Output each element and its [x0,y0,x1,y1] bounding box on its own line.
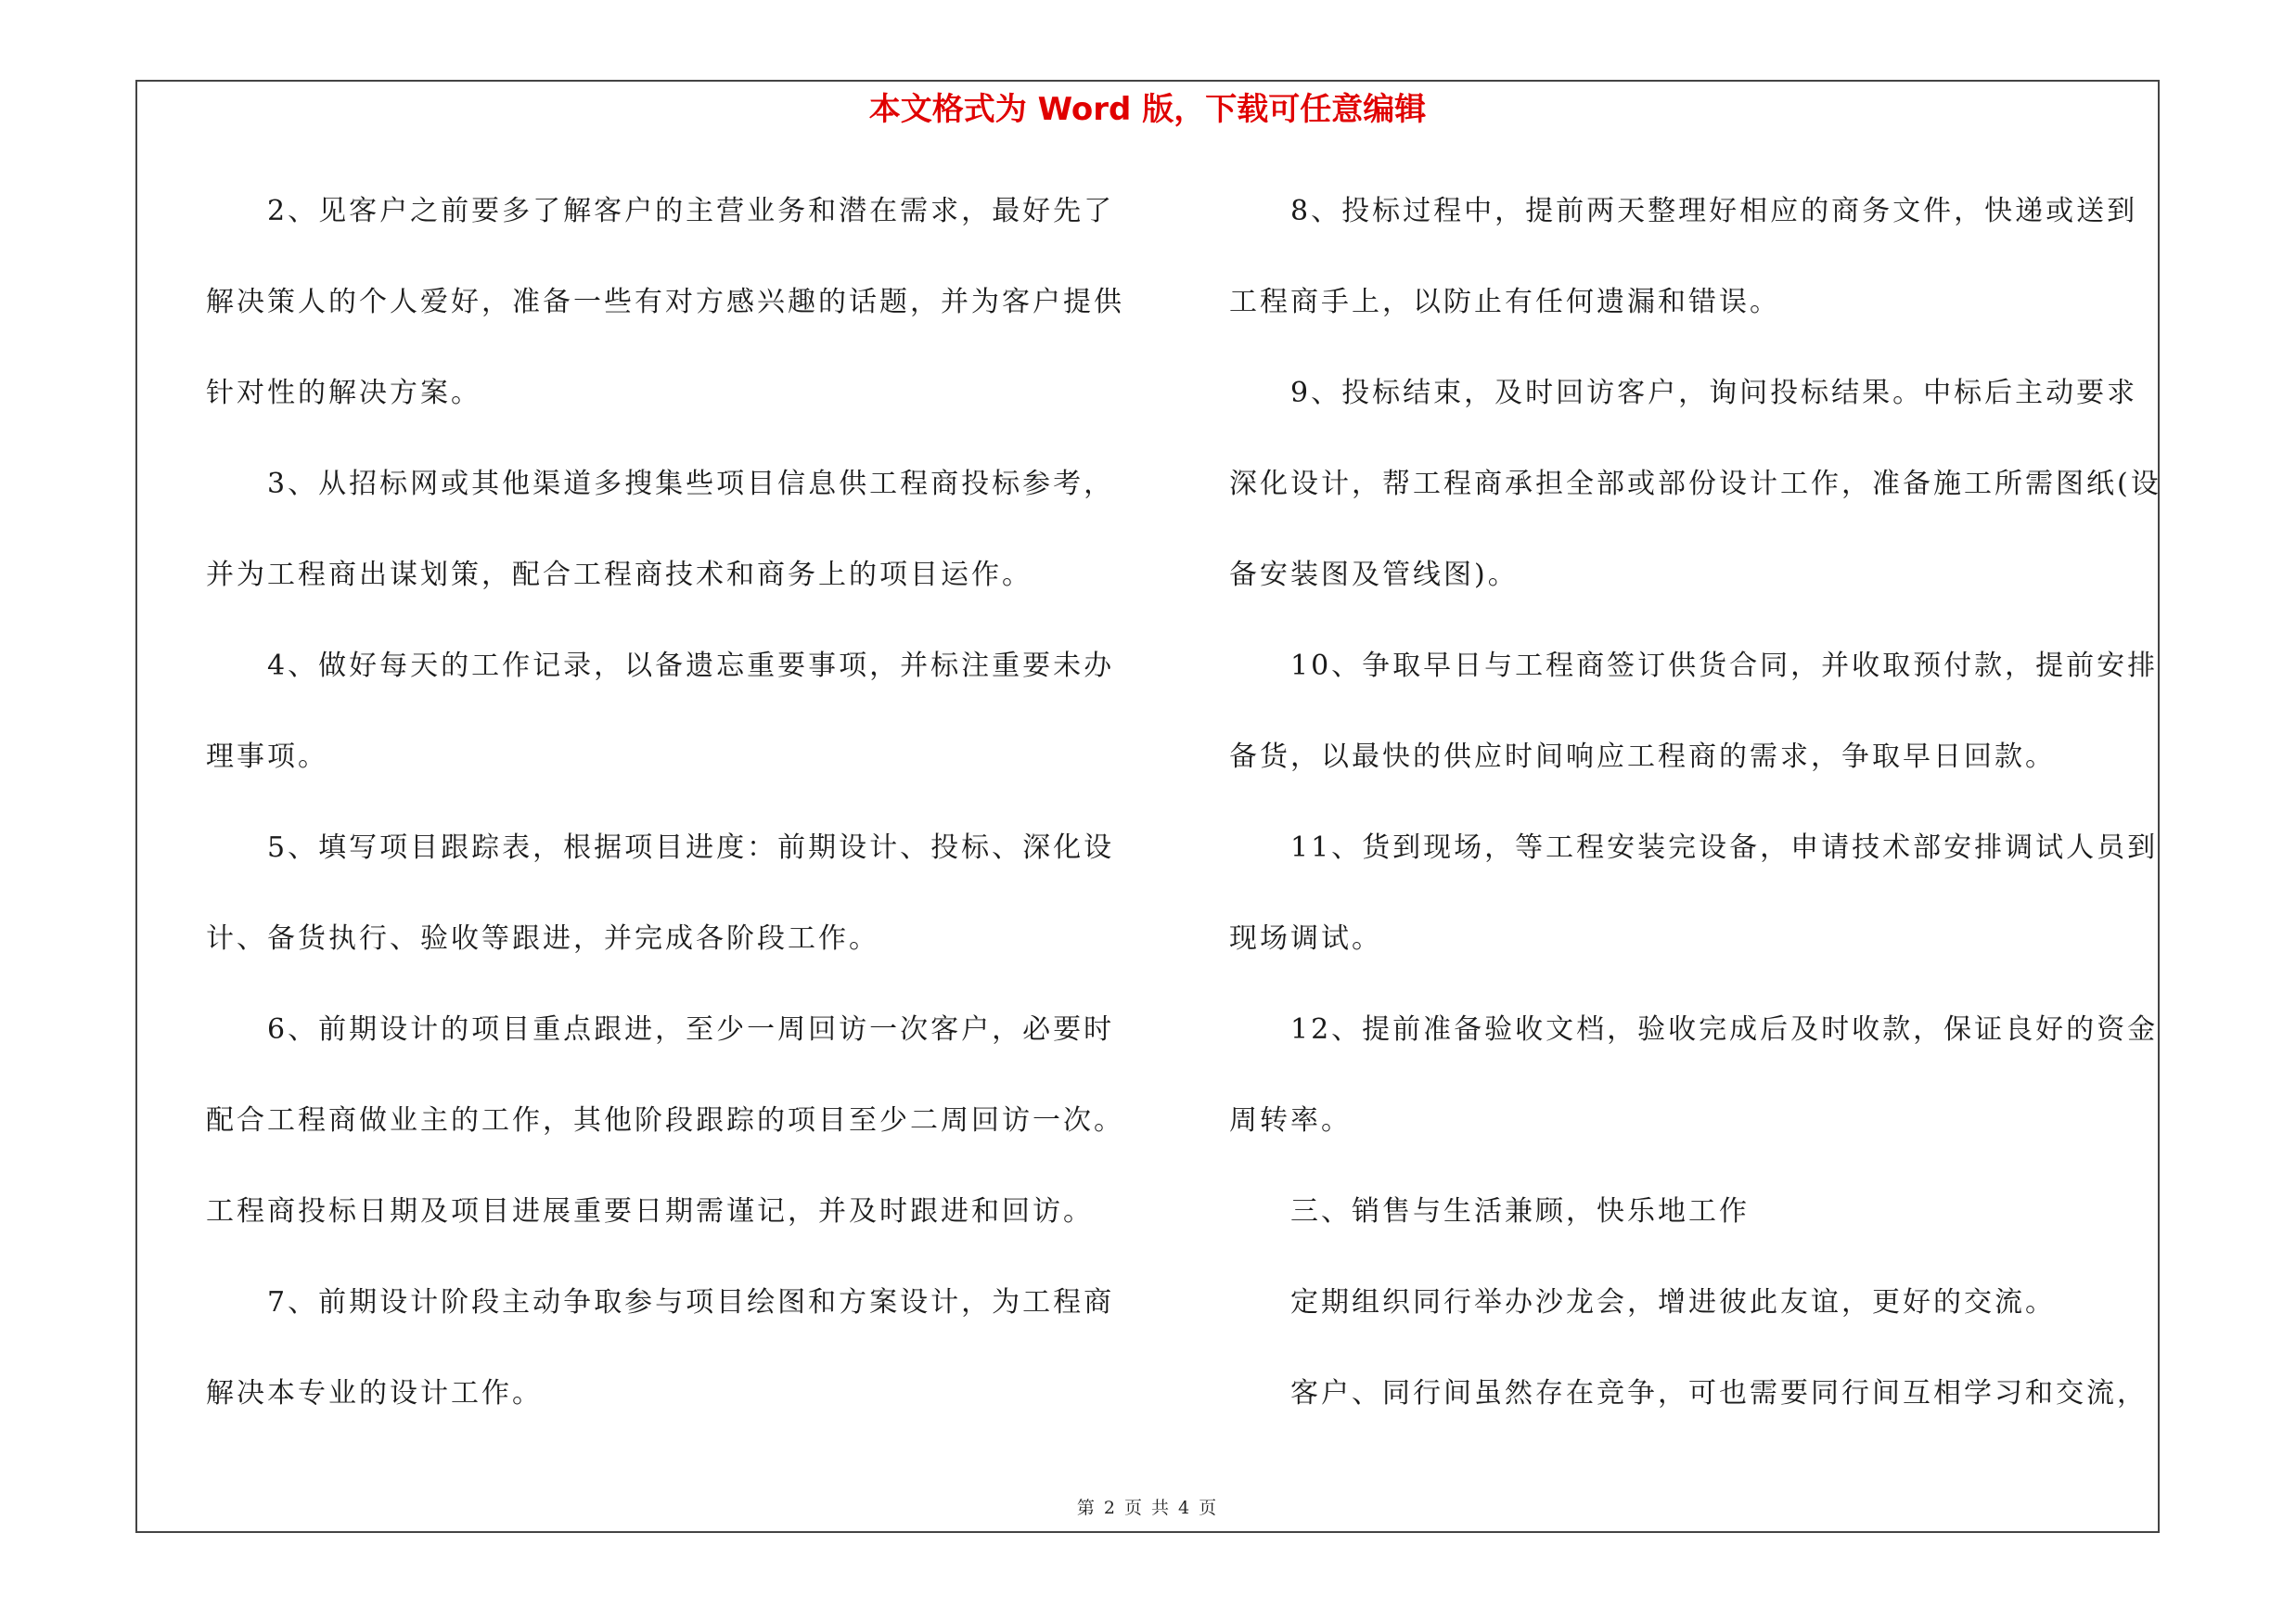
text-line: 2、见客户之前要多了解客户的主营业务和潜在需求，最好先了 [267,195,1115,227]
text-line: 定期组织同行举办沙龙会，增进彼此友谊，更好的交流。 [1290,1286,2056,1319]
text-line: 配合工程商做业主的工作，其他阶段跟踪的项目至少二周回访一次。 [206,1104,1124,1137]
text-line: 三、销售与生活兼顾，快乐地工作 [1290,1195,1750,1228]
text-line: 客户、同行间虽然存在竞争，可也需要同行间互相学习和交流， [1290,1377,2148,1410]
text-line: 备货，以最快的供应时间响应工程商的需求，争取早日回款。 [1229,741,2056,773]
text-line: 5、填写项目跟踪表，根据项目进度：前期设计、投标、深化设 [267,831,1115,864]
text-line: 理事项。 [206,741,328,773]
text-line: 8、投标过程中，提前两天整理好相应的商务文件，快递或送到 [1290,195,2138,227]
text-line: 4、做好每天的工作记录，以备遗忘重要事项，并标注重要未办 [267,650,1115,682]
text-line: 周转率。 [1229,1104,1352,1137]
text-line: 3、从招标网或其他渠道多搜集些项目信息供工程商投标参考， [267,468,1115,500]
text-line: 7、前期设计阶段主动争取参与项目绘图和方案设计，为工程商 [267,1286,1115,1319]
right-column [1229,182,2161,1455]
text-line: 9、投标结束，及时回访客户，询问投标结果。中标后主动要求 [1290,377,2138,409]
text-line: 现场调试。 [1229,922,1382,955]
text-line: 11、货到现场，等工程安装完设备，申请技术部安排调试人员到 [1290,831,2159,864]
text-line: 工程商手上，以防止有任何遗漏和错误。 [1229,286,1780,318]
page-footer: 第 2 页 共 4 页 [1076,1498,1219,1518]
format-banner: 本文格式为 Word 版，下载可任意编辑 [868,91,1427,128]
text-line: 深化设计，帮工程商承担全部或部份设计工作，准备施工所需图纸(设 [1229,468,2161,500]
text-line: 计、备货执行、验收等跟进，并完成各阶段工作。 [206,922,879,955]
text-line: 12、提前准备验收文档，验收完成后及时收款，保证良好的资金 [1290,1013,2159,1046]
text-line: 工程商投标日期及项目进展重要日期需谨记，并及时跟进和回访。 [206,1195,1094,1228]
text-line: 解决策人的个人爱好，准备一些有对方感兴趣的话题，并为客户提供 [206,286,1124,318]
text-line: 备安装图及管线图)。 [1229,559,1519,591]
text-line: 10、争取早日与工程商签订供货合同，并收取预付款，提前安排 [1290,650,2159,682]
text-line: 并为工程商出谋划策，配合工程商技术和商务上的项目运作。 [206,559,1033,591]
left-column [206,182,1161,1455]
text-line: 针对性的解决方案。 [206,377,481,409]
text-line: 6、前期设计的项目重点跟进，至少一周回访一次客户，必要时 [267,1013,1115,1046]
text-line: 解决本专业的设计工作。 [206,1377,543,1410]
